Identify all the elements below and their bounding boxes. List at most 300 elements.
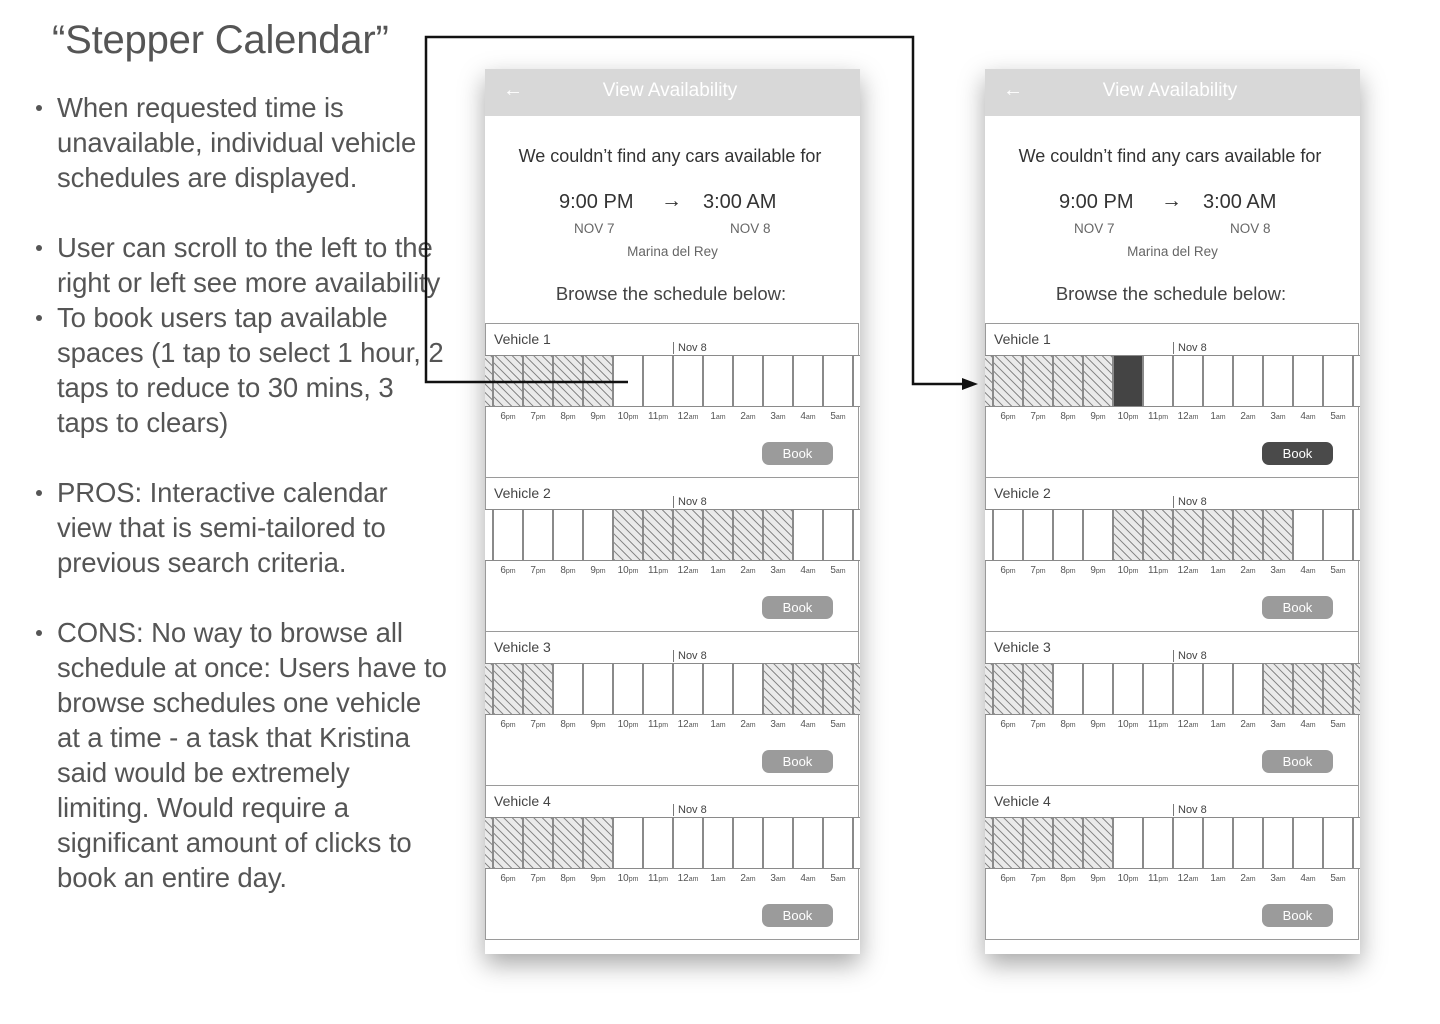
hour-number: 5 — [830, 411, 836, 422]
hour-label — [1173, 411, 1203, 422]
hour-number: 3 — [1270, 719, 1276, 730]
hour-label — [523, 873, 553, 884]
hour-label — [643, 565, 673, 576]
hour-number: 3 — [1270, 565, 1276, 576]
hour-number: 1 — [710, 719, 716, 730]
hour-label — [763, 873, 793, 884]
hour-slot-available[interactable] — [1293, 355, 1323, 407]
book-button[interactable]: Book — [762, 596, 833, 619]
book-button[interactable]: Book — [1262, 904, 1333, 927]
hour-slot-available[interactable] — [1233, 355, 1263, 407]
hour-label — [1263, 873, 1293, 884]
hour-slot-partial[interactable] — [853, 355, 860, 407]
hour-period: pm — [628, 568, 639, 575]
hour-label — [1203, 719, 1233, 730]
hour-slot-partial[interactable] — [485, 817, 493, 869]
hour-slot-available[interactable] — [583, 509, 613, 561]
hour-number: 5 — [1330, 873, 1336, 884]
arrow-right-icon: → — [1161, 189, 1182, 212]
book-button[interactable]: Book — [1262, 750, 1333, 773]
hour-number: 8 — [1060, 873, 1066, 884]
end-date: NOV 8 — [1230, 221, 1271, 236]
hour-slot-available[interactable] — [553, 663, 583, 715]
hour-period: pm — [595, 568, 606, 575]
hour-slot-available[interactable] — [1113, 817, 1143, 869]
hour-number: 8 — [560, 565, 566, 576]
hour-label — [1143, 411, 1173, 422]
hour-period: pm — [565, 568, 576, 575]
hour-label — [1293, 411, 1323, 422]
vehicle-card — [985, 785, 1359, 940]
hour-period: pm — [658, 876, 669, 883]
hour-number: 12 — [1177, 719, 1189, 730]
hour-slot-available[interactable] — [1203, 663, 1233, 715]
hour-slot-unavailable[interactable] — [493, 817, 523, 869]
hour-period: am — [715, 876, 726, 883]
hour-label — [1233, 411, 1263, 422]
hour-slot-available[interactable] — [1323, 355, 1353, 407]
start-date: NOV 7 — [574, 221, 615, 236]
header-title: View Availability — [602, 80, 738, 101]
hour-period: am — [775, 722, 786, 729]
hour-label — [1263, 565, 1293, 576]
hour-number: 8 — [1060, 719, 1066, 730]
vehicle-name: Vehicle 2 — [994, 485, 1051, 501]
hour-slot-unavailable[interactable] — [823, 663, 853, 715]
hour-slot-available[interactable] — [823, 817, 853, 869]
hour-slot-unavailable[interactable] — [1323, 663, 1353, 715]
hour-slot-unavailable[interactable] — [643, 509, 673, 561]
hour-slot-available[interactable] — [673, 817, 703, 869]
hour-period: am — [1215, 414, 1226, 421]
hour-slot-available[interactable] — [1263, 355, 1293, 407]
hour-number: 11 — [647, 565, 659, 576]
hour-strip[interactable] — [986, 817, 1358, 871]
hour-slot-available[interactable] — [523, 509, 553, 561]
hour-slot-selected[interactable] — [1113, 355, 1143, 407]
hour-label — [1143, 719, 1173, 730]
book-button[interactable]: Book — [762, 750, 833, 773]
hour-number: 11 — [647, 873, 659, 884]
hour-slot-partial[interactable] — [1353, 355, 1360, 407]
hour-number: 8 — [1060, 411, 1066, 422]
hour-slot-unavailable[interactable] — [993, 355, 1023, 407]
vehicle-name: Vehicle 4 — [494, 793, 551, 809]
hour-number: 2 — [740, 411, 746, 422]
hour-strip[interactable] — [486, 355, 858, 409]
start-time: 9:00 PM — [1059, 191, 1134, 213]
hour-number: 4 — [1300, 873, 1306, 884]
hour-period: pm — [1035, 414, 1046, 421]
hour-label — [1083, 719, 1113, 730]
hour-label — [583, 719, 613, 730]
hour-number: 9 — [590, 873, 596, 884]
hour-strip[interactable] — [486, 817, 858, 871]
hour-period: am — [1245, 876, 1256, 883]
hour-number: 2 — [1240, 719, 1246, 730]
book-button[interactable]: Book — [762, 904, 833, 927]
hour-period: am — [1188, 414, 1199, 421]
hour-period: pm — [1095, 568, 1106, 575]
hour-label — [733, 719, 763, 730]
hour-number: 4 — [1300, 719, 1306, 730]
hour-strip[interactable] — [986, 509, 1358, 563]
hour-slot-available[interactable] — [1173, 663, 1203, 715]
hour-period: am — [1275, 722, 1286, 729]
hour-number: 1 — [710, 565, 716, 576]
hour-label — [1203, 565, 1233, 576]
hour-number: 10 — [1117, 719, 1129, 730]
hour-slot-available[interactable] — [1053, 663, 1083, 715]
hour-slot-partial[interactable] — [853, 663, 860, 715]
hour-slot-unavailable[interactable] — [1083, 355, 1113, 407]
note-bullet: When requested time is unavailable, individual vehicle schedules are displayed. — [57, 90, 447, 195]
hour-number: 11 — [647, 719, 659, 730]
hour-strip[interactable] — [986, 663, 1358, 717]
hour-slot-unavailable[interactable] — [763, 663, 793, 715]
hour-slot-unavailable[interactable] — [1203, 509, 1233, 561]
hour-strip[interactable] — [486, 663, 858, 717]
hour-slot-available[interactable] — [613, 355, 643, 407]
hour-slot-available[interactable] — [643, 355, 673, 407]
hour-number: 3 — [1270, 411, 1276, 422]
hour-slot-unavailable[interactable] — [763, 509, 793, 561]
hour-slot-unavailable[interactable] — [1023, 663, 1053, 715]
day-marker: Nov 8 — [673, 804, 707, 816]
hour-slot-partial[interactable] — [853, 509, 860, 561]
hour-period: pm — [1005, 414, 1016, 421]
hour-slot-available[interactable] — [733, 355, 763, 407]
hour-number: 10 — [1117, 565, 1129, 576]
hour-slot-unavailable[interactable] — [523, 817, 553, 869]
hour-label — [493, 411, 523, 422]
hour-number: 1 — [1210, 873, 1216, 884]
hour-slot-available[interactable] — [1323, 509, 1353, 561]
hour-period: pm — [1005, 722, 1016, 729]
hour-period: pm — [535, 876, 546, 883]
hour-number: 6 — [1000, 411, 1006, 422]
hour-label — [613, 719, 643, 730]
hour-label — [643, 719, 673, 730]
hour-period: pm — [565, 876, 576, 883]
hour-number: 6 — [500, 565, 506, 576]
hour-slot-available[interactable] — [1083, 663, 1113, 715]
hour-slot-unavailable[interactable] — [793, 663, 823, 715]
end-time: 3:00 AM — [703, 191, 777, 213]
back-arrow-icon[interactable]: ← — [503, 79, 523, 101]
hour-slot-partial[interactable] — [985, 355, 993, 407]
hour-number: 2 — [1240, 411, 1246, 422]
hour-slot-unavailable[interactable] — [993, 817, 1023, 869]
hour-slot-unavailable[interactable] — [583, 355, 613, 407]
hour-number: 9 — [590, 719, 596, 730]
hour-label — [1203, 873, 1233, 884]
hour-number: 4 — [800, 873, 806, 884]
vehicle-name: Vehicle 3 — [994, 639, 1051, 655]
hour-slot-available[interactable] — [493, 509, 523, 561]
hour-label — [993, 719, 1023, 730]
hour-slot-available[interactable] — [1203, 817, 1233, 869]
hour-period: am — [1305, 414, 1316, 421]
book-button[interactable]: Book — [1262, 596, 1333, 619]
hour-label — [793, 873, 823, 884]
hour-number: 8 — [560, 719, 566, 730]
hour-slot-available[interactable] — [1293, 509, 1323, 561]
hour-label — [1293, 719, 1323, 730]
hour-period: pm — [595, 876, 606, 883]
hour-label — [763, 719, 793, 730]
hour-number: 11 — [647, 411, 659, 422]
hour-period: am — [688, 722, 699, 729]
hour-slot-available[interactable] — [1323, 817, 1353, 869]
hour-slot-available[interactable] — [1173, 355, 1203, 407]
hour-label — [763, 411, 793, 422]
hour-period: am — [1275, 568, 1286, 575]
hour-slot-unavailable[interactable] — [553, 355, 583, 407]
hour-label — [793, 411, 823, 422]
hour-label — [703, 565, 733, 576]
hour-slot-partial[interactable] — [853, 817, 860, 869]
hour-slot-available[interactable] — [993, 509, 1023, 561]
hour-number: 10 — [1117, 411, 1129, 422]
hour-slot-available[interactable] — [733, 817, 763, 869]
note-bullet: PROS: Interactive calendar view that is semi-tailored to previous search criteria. — [57, 475, 447, 580]
hour-slot-partial[interactable] — [985, 509, 993, 561]
hour-period: am — [775, 568, 786, 575]
hour-slot-available[interactable] — [583, 663, 613, 715]
hour-period: pm — [1035, 876, 1046, 883]
hour-number: 2 — [740, 873, 746, 884]
book-button[interactable]: Book — [762, 442, 833, 465]
hour-number: 1 — [710, 873, 716, 884]
hour-slot-partial[interactable] — [485, 663, 493, 715]
hour-slot-unavailable[interactable] — [1143, 509, 1173, 561]
browse-heading: Browse the schedule below: — [555, 283, 787, 304]
hour-label — [643, 411, 673, 422]
hour-label — [823, 411, 853, 422]
hour-slot-available[interactable] — [1143, 355, 1173, 407]
hour-slot-available[interactable] — [703, 817, 733, 869]
hour-period: am — [745, 414, 756, 421]
hour-label — [1143, 565, 1173, 576]
hour-slot-available[interactable] — [1203, 355, 1233, 407]
hour-slot-available[interactable] — [733, 663, 763, 715]
hour-slot-available[interactable] — [823, 355, 853, 407]
hour-period: pm — [1005, 876, 1016, 883]
vehicle-card — [485, 631, 859, 785]
hour-period: am — [1215, 876, 1226, 883]
hour-slot-unavailable[interactable] — [523, 355, 553, 407]
hour-number: 9 — [1090, 719, 1096, 730]
hour-label — [1203, 411, 1233, 422]
vehicle-card — [985, 323, 1359, 477]
hour-slot-unavailable[interactable] — [583, 817, 613, 869]
hour-slot-partial[interactable] — [1353, 509, 1360, 561]
hour-period: pm — [1158, 414, 1169, 421]
hour-label — [1023, 719, 1053, 730]
hour-label — [1053, 873, 1083, 884]
hour-period: pm — [535, 722, 546, 729]
hour-period: am — [1335, 414, 1346, 421]
hour-number: 7 — [1030, 719, 1036, 730]
hour-slot-partial[interactable] — [985, 663, 993, 715]
hour-period: am — [835, 722, 846, 729]
hour-slot-unavailable[interactable] — [703, 509, 733, 561]
hour-number: 10 — [617, 411, 629, 422]
hour-label — [613, 565, 643, 576]
hour-slot-unavailable[interactable] — [1233, 509, 1263, 561]
hour-number: 10 — [617, 873, 629, 884]
hour-slot-unavailable[interactable] — [1263, 509, 1293, 561]
hour-slot-unavailable[interactable] — [993, 663, 1023, 715]
hour-slot-available[interactable] — [673, 355, 703, 407]
hour-slot-available[interactable] — [1023, 509, 1053, 561]
hour-slot-unavailable[interactable] — [1293, 663, 1323, 715]
hour-label — [613, 873, 643, 884]
hour-label — [823, 873, 853, 884]
hour-slot-unavailable[interactable] — [1053, 355, 1083, 407]
day-marker: Nov 8 — [1173, 804, 1207, 816]
hour-period: am — [835, 414, 846, 421]
back-arrow-icon[interactable]: ← — [1003, 79, 1023, 101]
hour-slot-available[interactable] — [1143, 817, 1173, 869]
hour-period: am — [1335, 722, 1346, 729]
hour-slot-unavailable[interactable] — [493, 663, 523, 715]
hour-slot-unavailable[interactable] — [1173, 509, 1203, 561]
hour-label — [1173, 565, 1203, 576]
hour-label — [1323, 873, 1353, 884]
hour-slot-unavailable[interactable] — [493, 355, 523, 407]
app-header — [485, 69, 860, 116]
hour-slot-available[interactable] — [793, 509, 823, 561]
hour-slot-available[interactable] — [763, 817, 793, 869]
hour-slot-partial[interactable] — [485, 509, 493, 561]
hour-slot-unavailable[interactable] — [1053, 817, 1083, 869]
hour-slot-partial[interactable] — [485, 355, 493, 407]
hour-slot-unavailable[interactable] — [553, 817, 583, 869]
hour-period: am — [1188, 568, 1199, 575]
hour-slot-partial[interactable] — [1353, 817, 1360, 869]
hour-slot-available[interactable] — [703, 355, 733, 407]
hour-label — [703, 873, 733, 884]
hour-slot-available[interactable] — [613, 817, 643, 869]
hour-label — [993, 411, 1023, 422]
hour-number: 3 — [770, 719, 776, 730]
hour-period: am — [1335, 568, 1346, 575]
hour-label — [1233, 565, 1263, 576]
hour-number: 10 — [617, 719, 629, 730]
hour-label — [1263, 411, 1293, 422]
hour-slot-available[interactable] — [553, 509, 583, 561]
hour-slot-available[interactable] — [1113, 663, 1143, 715]
hour-slot-unavailable[interactable] — [673, 509, 703, 561]
hour-slot-partial[interactable] — [985, 817, 993, 869]
hour-period: pm — [1158, 722, 1169, 729]
hour-label — [1113, 719, 1143, 730]
hour-slot-available[interactable] — [643, 663, 673, 715]
hour-slot-unavailable[interactable] — [1083, 817, 1113, 869]
hour-period: pm — [628, 414, 639, 421]
hour-label — [1113, 565, 1143, 576]
hour-number: 2 — [740, 719, 746, 730]
hour-number: 9 — [590, 565, 596, 576]
location-label: Marina del Rey — [1127, 244, 1218, 259]
hour-slot-available[interactable] — [703, 663, 733, 715]
hour-label — [1173, 873, 1203, 884]
hour-slot-available[interactable] — [793, 355, 823, 407]
hour-slot-available[interactable] — [1053, 509, 1083, 561]
hour-slot-available[interactable] — [643, 817, 673, 869]
hour-label — [1053, 411, 1083, 422]
hour-slot-unavailable[interactable] — [1023, 355, 1053, 407]
app-header — [985, 69, 1360, 116]
hour-slot-unavailable[interactable] — [1113, 509, 1143, 561]
hour-number: 11 — [1147, 873, 1159, 884]
hour-number: 7 — [530, 565, 536, 576]
hour-label — [523, 411, 553, 422]
hour-slot-available[interactable] — [1233, 663, 1263, 715]
hour-label — [1023, 565, 1053, 576]
hour-strip[interactable] — [986, 355, 1358, 409]
hour-label — [1323, 411, 1353, 422]
hour-period: pm — [1065, 568, 1076, 575]
hour-period: pm — [595, 722, 606, 729]
hour-slot-unavailable[interactable] — [733, 509, 763, 561]
hour-slot-available[interactable] — [1233, 817, 1263, 869]
hour-slot-partial[interactable] — [1353, 663, 1360, 715]
hour-slot-available[interactable] — [1083, 509, 1113, 561]
hour-period: pm — [1128, 876, 1139, 883]
hour-number: 4 — [1300, 411, 1306, 422]
hour-period: pm — [658, 568, 669, 575]
hour-number: 10 — [617, 565, 629, 576]
hour-number: 1 — [1210, 719, 1216, 730]
hour-slot-unavailable[interactable] — [1263, 663, 1293, 715]
vehicle-name: Vehicle 4 — [994, 793, 1051, 809]
hour-slot-available[interactable] — [673, 663, 703, 715]
hour-period: am — [775, 876, 786, 883]
note-bullet: To book users tap available spaces (1 tap to select 1 hour, 2 taps to reduce to 30 mins, 3 taps to clears) — [57, 300, 447, 440]
hour-period: am — [805, 722, 816, 729]
note-bullet: CONS: No way to browse all schedule at once: Users have to browse schedules one vehicle at a time - a task that Kristina said would be extremely limiting. Would require a significant amount of clicks to book an entire day. — [57, 617, 447, 893]
hour-label — [553, 873, 583, 884]
hour-period: am — [775, 414, 786, 421]
book-button[interactable]: Book — [1262, 442, 1333, 465]
hour-label — [643, 873, 673, 884]
hour-slot-available[interactable] — [1173, 817, 1203, 869]
hour-slot-unavailable[interactable] — [523, 663, 553, 715]
arrow-right-icon: → — [661, 189, 682, 212]
hour-label — [583, 873, 613, 884]
hour-slot-unavailable[interactable] — [1023, 817, 1053, 869]
hour-period: pm — [565, 722, 576, 729]
hour-slot-available[interactable] — [1143, 663, 1173, 715]
hour-slot-available[interactable] — [1293, 817, 1323, 869]
hour-slot-available[interactable] — [763, 355, 793, 407]
hour-number: 6 — [500, 719, 506, 730]
hour-strip[interactable] — [486, 509, 858, 563]
hour-number: 4 — [800, 719, 806, 730]
hour-slot-available[interactable] — [823, 509, 853, 561]
hour-slot-available[interactable] — [613, 663, 643, 715]
hour-slot-unavailable[interactable] — [613, 509, 643, 561]
hour-number: 12 — [677, 873, 689, 884]
vehicle-card — [485, 785, 859, 940]
hour-label — [553, 719, 583, 730]
hour-slot-available[interactable] — [1263, 817, 1293, 869]
hour-period: pm — [1035, 568, 1046, 575]
hour-slot-available[interactable] — [793, 817, 823, 869]
